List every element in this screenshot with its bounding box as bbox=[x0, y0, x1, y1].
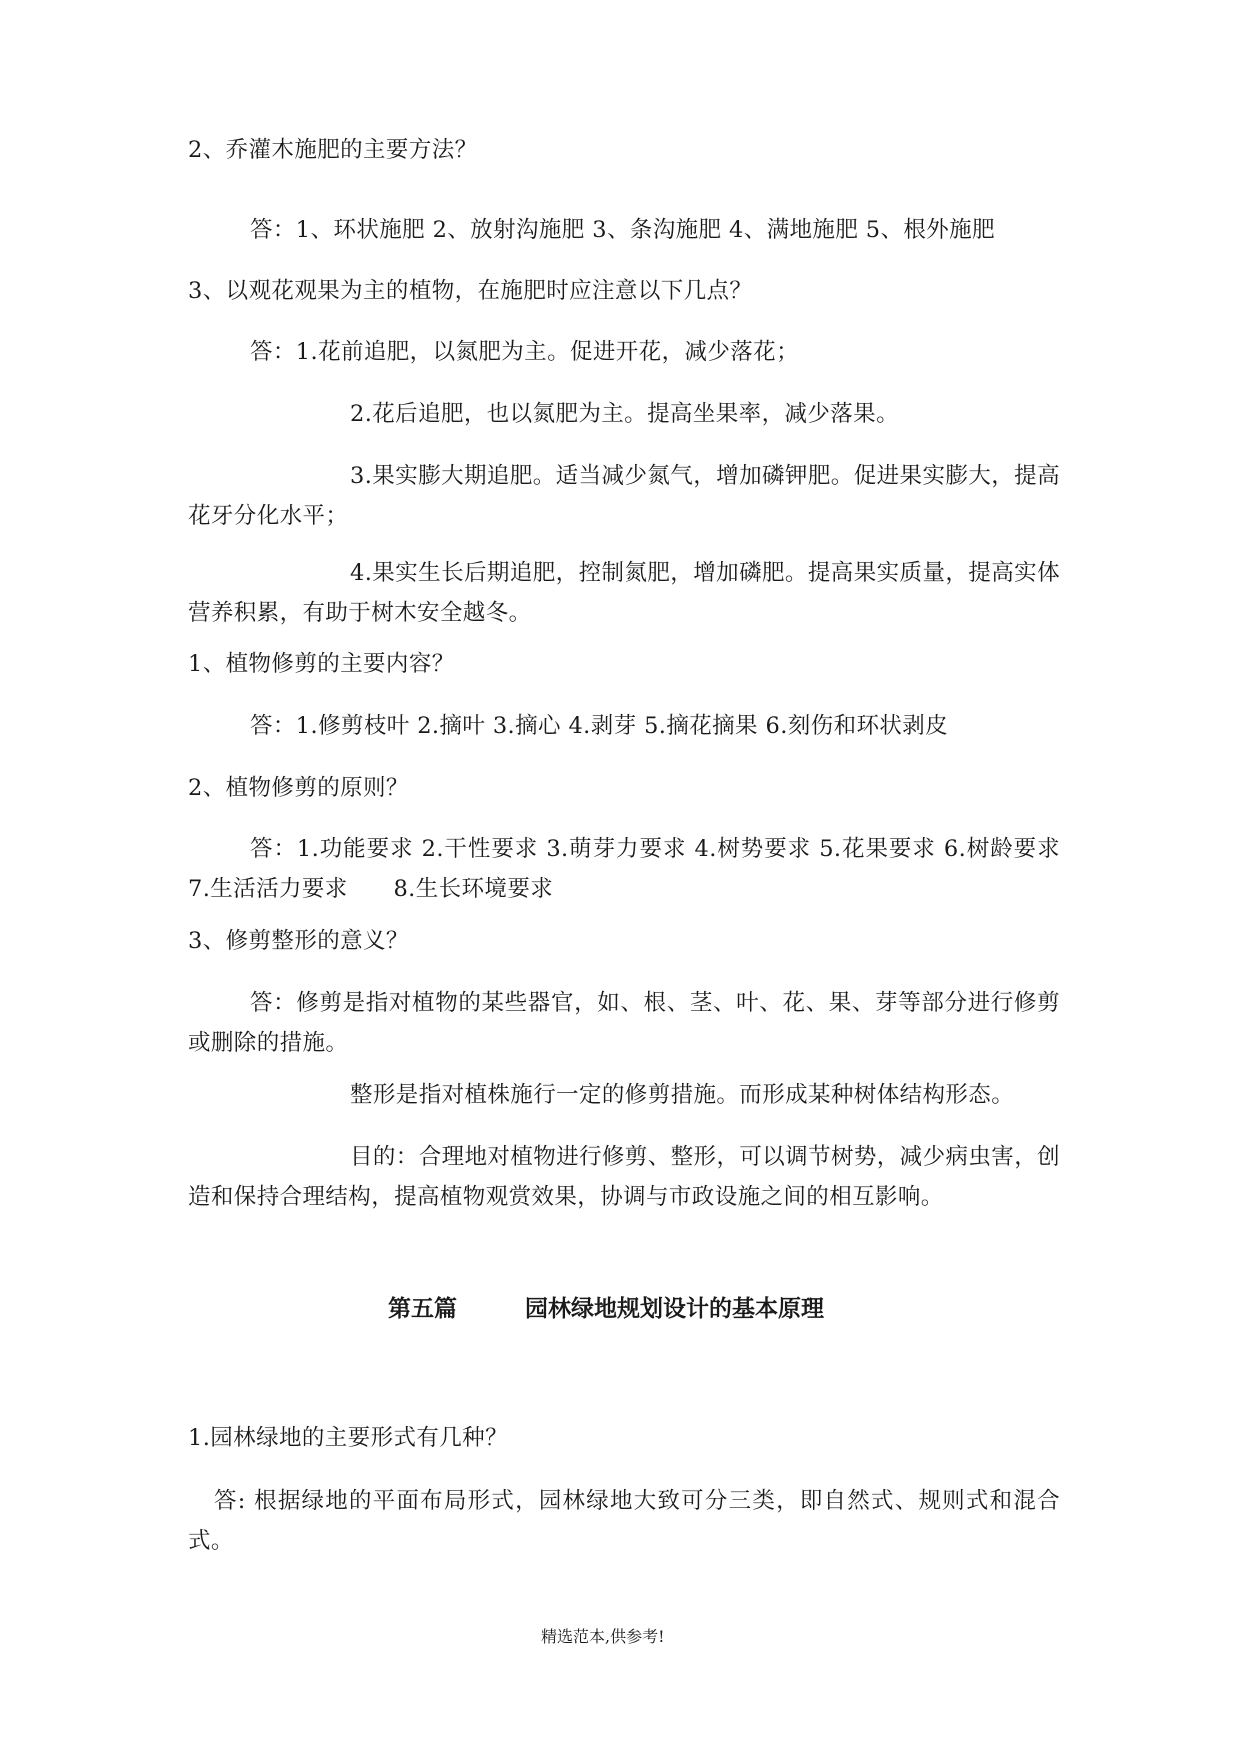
question-flower-fruit-fertilizing: 3、以观花观果为主的植物，在施肥时应注意以下几点？ bbox=[188, 278, 753, 304]
question-pruning-content: 1、植物修剪的主要内容？ bbox=[188, 651, 455, 677]
answer-shaping-definition: 整形是指对植株施行一定的修剪措施。而形成某种树体结构形态。 bbox=[350, 1082, 1015, 1108]
answer-flower-fruit-item-2: 2.花后追肥，也以氮肥为主。提高坐果率，减少落果。 bbox=[350, 401, 899, 427]
chapter-title: 园林绿地规划设计的基本原理 bbox=[525, 1296, 824, 1322]
answer-garden-forms: 答: 根据绿地的平面布局形式，园林绿地大致可分三类，即自然式、规则式和混合式。 bbox=[188, 1488, 1060, 1554]
question-garden-forms: 1.园林绿地的主要形式有几种？ bbox=[188, 1425, 508, 1451]
answer-flower-fruit-item-3: 3.果实膨大期追肥。适当减少氮气，增加磷钾肥。促进果实膨大，提高花牙分化水平； bbox=[188, 463, 1060, 529]
footer-note: 精选范本,供参考! bbox=[541, 1627, 665, 1646]
question-pruning-meaning: 3、修剪整形的意义？ bbox=[188, 928, 409, 954]
answer-pruning-content: 答：1.修剪枝叶 2.摘叶 3.摘心 4.剥芽 5.摘花摘果 6.刻伤和环状剥皮 bbox=[250, 713, 949, 739]
answer-fertilizing-methods: 答：1、环状施肥 2、放射沟施肥 3、条沟施肥 4、满地施肥 5、根外施肥 bbox=[250, 217, 995, 243]
answer-pruning-principles: 答：1.功能要求 2.干性要求 3.萌芽力要求 4.树势要求 5.花果要求 6.树龄要求 7.生活活力要求 8.生长环境要求 bbox=[188, 836, 1060, 902]
answer-flower-fruit-item-4: 4.果实生长后期追肥，控制氮肥，增加磷肥。提高果实质量，提高实体营养积累，有助于树木安全越冬。 bbox=[188, 560, 1060, 626]
question-fertilizing-methods: 2、乔灌木施肥的主要方法？ bbox=[188, 137, 478, 163]
answer-pruning-purpose: 目的：合理地对植物进行修剪、整形，可以调节树势，减少病虫害，创造和保持合理结构，提高植物观赏效果，协调与市政设施之间的相互影响。 bbox=[188, 1144, 1060, 1210]
answer-flower-fruit-item-1: 答：1.花前追肥，以氮肥为主。促进开花，减少落花； bbox=[250, 339, 799, 365]
chapter-number: 第五篇 bbox=[388, 1296, 457, 1322]
question-pruning-principles: 2、植物修剪的原则？ bbox=[188, 775, 409, 801]
answer-pruning-definition: 答：修剪是指对植物的某些器官，如、根、茎、叶、花、果、芽等部分进行修剪 或删除的措施。 bbox=[188, 990, 1060, 1056]
